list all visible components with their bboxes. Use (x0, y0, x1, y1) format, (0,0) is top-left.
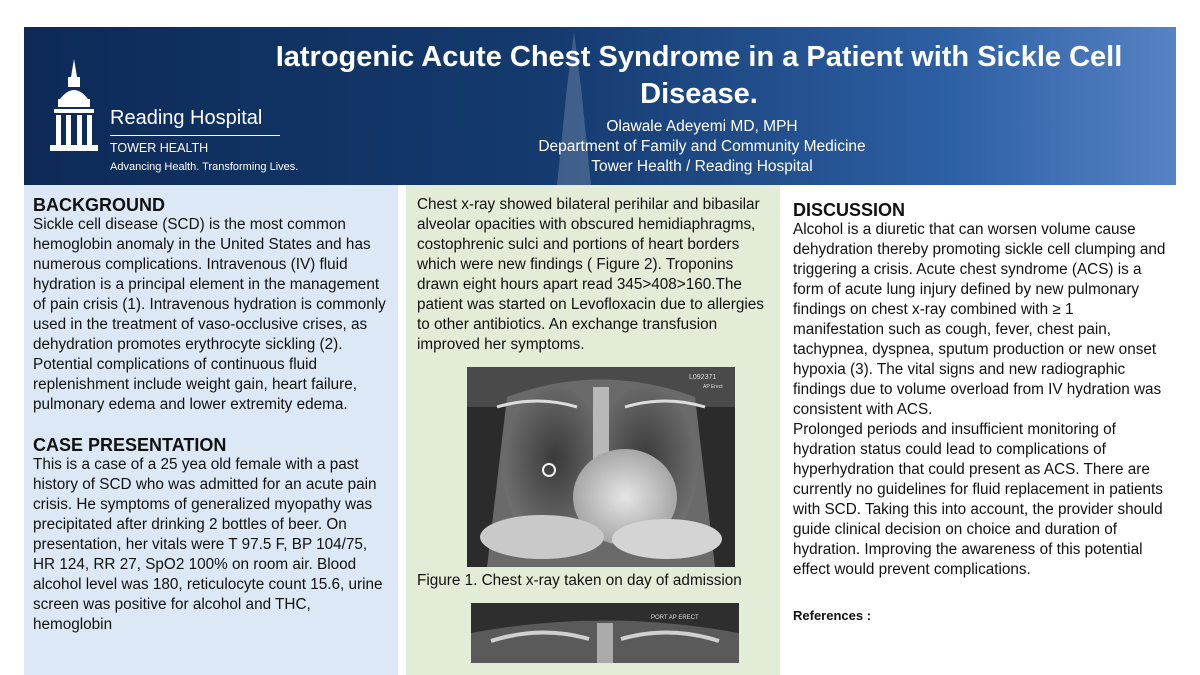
background-heading: BACKGROUND (33, 195, 165, 215)
chest-xray-figure-2 (471, 603, 739, 663)
xray-findings-text: Chest x-ray showed bilateral perihilar and bibasilar alveolar opacities with obscured hemidiaphragms, costophrenic sulci and portions of heart borders which were new findings ( Figure 2). Troponins drawn eight hours apart read 345>408>160.The patient was started on Levofloxacin due to allergies to other antibiotics. An exchange transfusion improved her symptoms. (417, 196, 764, 353)
author-name: Olawale Adeyemi MD, MPH (606, 118, 798, 135)
logo-divider (110, 135, 280, 136)
logo-tagline: Advancing Health. Transforming Lives. (110, 161, 299, 173)
discussion-text-2: Prolonged periods and insufficient monitoring of hydration status could lead to complications of hyperhydration that could present as ACS. There are currently no guidelines for fluid replacement in patients with SCD. Taking this into account, the provider should guide clinical decision on choice and duration of hydration. Improving the awareness of this potential effect would prevent complications. (793, 421, 1163, 578)
logo-subname: TOWER HEALTH (110, 141, 209, 155)
discussion-heading: DISCUSSION (793, 200, 906, 220)
author-block (424, 117, 980, 177)
case-presentation-heading: CASE PRESENTATION (33, 435, 227, 455)
case-presentation-text: This is a case of a 25 yea old female with a past history of SCD who was admitted for an acute pain crisis. He symptoms of generalized myopathy was precipitated after drinking 2 bottles of beer. On presentation, her vitals were T 97.5 F, BP 104/75, HR 124, RR 27, SpO2 100% on room air. Blood alcohol level was 180, reticulocyte count 15.6, urine screen was positive for alcohol and THC, hemoglobin (33, 456, 383, 633)
xray2-view-marker: PORT AP ERECT (651, 615, 699, 621)
left-column (24, 185, 398, 675)
references-label: References : (793, 608, 872, 623)
middle-column (406, 185, 780, 675)
author-department: Department of Family and Community Medicine (538, 138, 866, 155)
poster-header (24, 27, 1176, 185)
background-text: Sickle cell disease (SCD) is the most common hemoglobin anomaly in the United States and has numerous complications. Intravenous (IV) fluid hydration is a principal element in the management of pain crisis (1). Intravenous hydration is commonly used in the treatment of vaso-occlusive crises, as dehydration promotes erythrocyte sickling (2). Potential complications of continuous fluid replenishment include weight gain, heart failure, pulmonary edema and lower extremity edema. (33, 216, 386, 413)
chest-xray-figure-1 (467, 367, 735, 567)
discussion-text-1: Alcohol is a diuretic that can worsen volume cause dehydration thereby promoting sickle cell clumping and triggering a crisis. Acute chest syndrome (ACS) is a form of acute lung injury defined by new pulmonary findings on chest x-ray combined with ≥ 1 manifestation such as cough, fever, chest pain, tachypnea, dyspnea, sputum production or new onset hypoxia (3). The vital signs and new radiographic findings due to volume overload from IV hydration was consistent with ACS. (793, 221, 1166, 418)
figure-1-caption: Figure 1. Chest x-ray taken on day of admission (417, 572, 742, 589)
right-column (788, 185, 1176, 675)
logo-name: Reading Hospital (110, 107, 263, 129)
author-institution: Tower Health / Reading Hospital (591, 158, 813, 175)
xray-view-marker: AP Erect (703, 384, 723, 390)
poster-title: Iatrogenic Acute Chest Syndrome in a Patient with Sickle Cell Disease. (275, 41, 1123, 110)
xray-side-marker: L092371 (689, 374, 717, 381)
hospital-tower-icon (44, 59, 106, 155)
